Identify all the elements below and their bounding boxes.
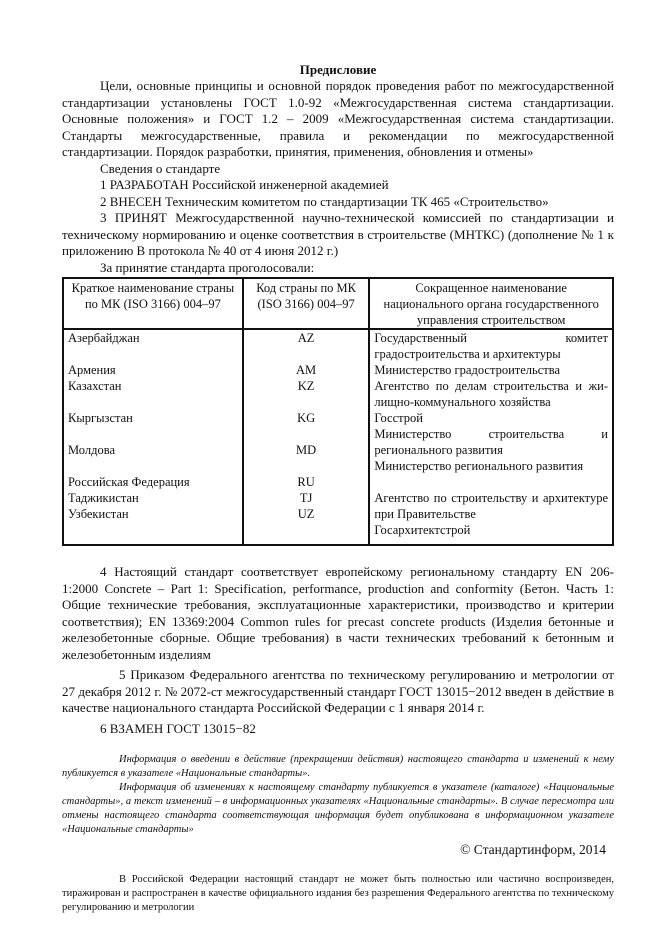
copyright: © Стандартинформ, 2014 <box>460 842 606 857</box>
table-row <box>63 410 613 426</box>
item-conformity: 4 Настоящий стандарт соответствует европейскому региональному стандарту EN 206-1:2000 Concrete – Part 1: Specification, performance, production and conformity (Бетон. Часть 1: Общие технические требования, эксплуатационные характеристики, производство и критерии соответствия); EN 13369:2004 Common rules for precast concrete products (Изделия бетонные и железобетонные сборные. Общие требования) в части технических требований к бетонным и железобетонным изделиям <box>62 564 614 662</box>
item-enacted: 5 Приказом Федерального агентства по техническому регулированию и метрологии от 27 декабря 2012 г. № 2072-ст межгосударственный стандарт ГОСТ 13015−2012 введен в действие в качестве национального стандарта Российской Федерации с 1 января 2014 г. <box>62 667 614 715</box>
cell-country: Азербайджан <box>63 329 243 362</box>
spacer <box>62 737 614 753</box>
item-replaces: 6 ВЗАМЕН ГОСТ 13015−82 <box>100 720 256 736</box>
cell-country: Российская Федерация <box>63 458 243 490</box>
info-heading: Сведения о стандарте <box>100 160 221 176</box>
item-developed: 1 РАЗРАБОТАН Российской инженерной академией <box>100 177 389 192</box>
cell-code-empty <box>243 522 370 545</box>
cell-code: AZ <box>243 329 370 362</box>
intro-paragraph: Цели, основные принципы и основной порядок проведения работ по межгосударственной стандартизации установлены ГОСТ 1.0-92 «Межгосударственная система стандартизации. Основные положения» и ГОСТ 1.2 – 2009 «Межгосударственная система стандартизации. Стандарты межгосударственные, правила и рекомендации по межгосударственной стандартизации. Порядок разработки, принятия, применения, обновления и отмены» <box>62 78 614 159</box>
note-introduction: Информация о введении в действие (прекращении действия) настоящего стандарта и изменений к нему публикуется в указателе «Национальные стандарты». <box>62 754 614 779</box>
table-row <box>63 329 613 362</box>
header-country: Краткое наименование страны по МК (ISO 3166) 004–97 <box>63 278 243 329</box>
table-row <box>63 522 613 545</box>
header-body: Сокращенное наименование национального органа государственного управления строительством <box>369 278 613 329</box>
header-code: Код страны по МК (ISO 3166) 004–97 <box>243 278 370 329</box>
table-row <box>63 458 613 490</box>
cell-code: KZ <box>243 378 370 410</box>
cell-code: MD <box>243 426 370 458</box>
spacer <box>62 546 614 564</box>
table-row <box>63 362 613 378</box>
voting-table <box>62 277 614 546</box>
cell-country-empty <box>63 522 243 545</box>
cell-body: Агентство по строительству и архитектуре при Правительстве <box>369 490 613 522</box>
cell-body: Государственный комитет градостроительства и архитектуры <box>369 329 613 362</box>
page-title: Предисловие <box>299 62 377 77</box>
cell-code: AM <box>243 362 370 378</box>
spacer <box>62 859 614 873</box>
cell-body: Госархитектстрой <box>369 522 613 545</box>
cell-code: UZ <box>243 506 370 522</box>
cell-country: Кыргызстан <box>63 410 243 426</box>
cell-country: Молдова <box>63 426 243 458</box>
cell-country: Таджикистан <box>63 490 243 506</box>
document-page <box>62 62 614 915</box>
cell-country: Армения <box>63 362 243 378</box>
cell-country: Казахстан <box>63 378 243 410</box>
cell-body: Министерство регионального развития <box>369 458 613 490</box>
table-header-row <box>63 278 613 329</box>
voted-heading: За принятие стандарта проголосовали: <box>100 259 315 275</box>
cell-body: Госстрой <box>369 410 613 426</box>
cell-country: Узбекистан <box>63 506 243 522</box>
cell-body: Министерство строительства и регионального развития <box>369 426 613 458</box>
table-row <box>63 426 613 458</box>
cell-body: Министерство градостроительства <box>369 362 613 378</box>
cell-code: KG <box>243 410 370 426</box>
cell-body: Агентство по делам строительства и жи-лищно-коммунального хозяйства <box>369 378 613 410</box>
item-adopted: 3 ПРИНЯТ Межгосударственной научно-технической комиссией по стандартизации и техническому нормированию и оценке соответствия в строительстве (МНТКС) (дополнение № 1 к приложению В протокола № 40 от 4 июня 2012 г.) <box>62 210 614 258</box>
table-row <box>63 490 613 506</box>
item-submitted: 2 ВНЕСЕН Техническим комитетом по стандартизации ТК 465 «Строительство» <box>100 193 549 209</box>
table-row <box>63 378 613 410</box>
cell-code: RU <box>243 458 370 490</box>
rights-notice: В Российской Федерации настоящий стандарт не может быть полностью или частично воспроизведен, тиражирован и распространен в качестве официального издания без разрешения Федерального агентства по техническому регулированию и метрологии <box>62 874 614 913</box>
note-changes: Информация об изменениях к настоящему стандарту публикуется в указателе (каталоге) «Национальные стандарты», а текст изменений – в информационных указателях «Национальные стандарты». В случае пересмотра или отмены настоящего стандарта соответствующая информация будет опубликована в информационном указателе «Национальные стандарты» <box>62 782 614 835</box>
cell-code: TJ <box>243 490 370 506</box>
